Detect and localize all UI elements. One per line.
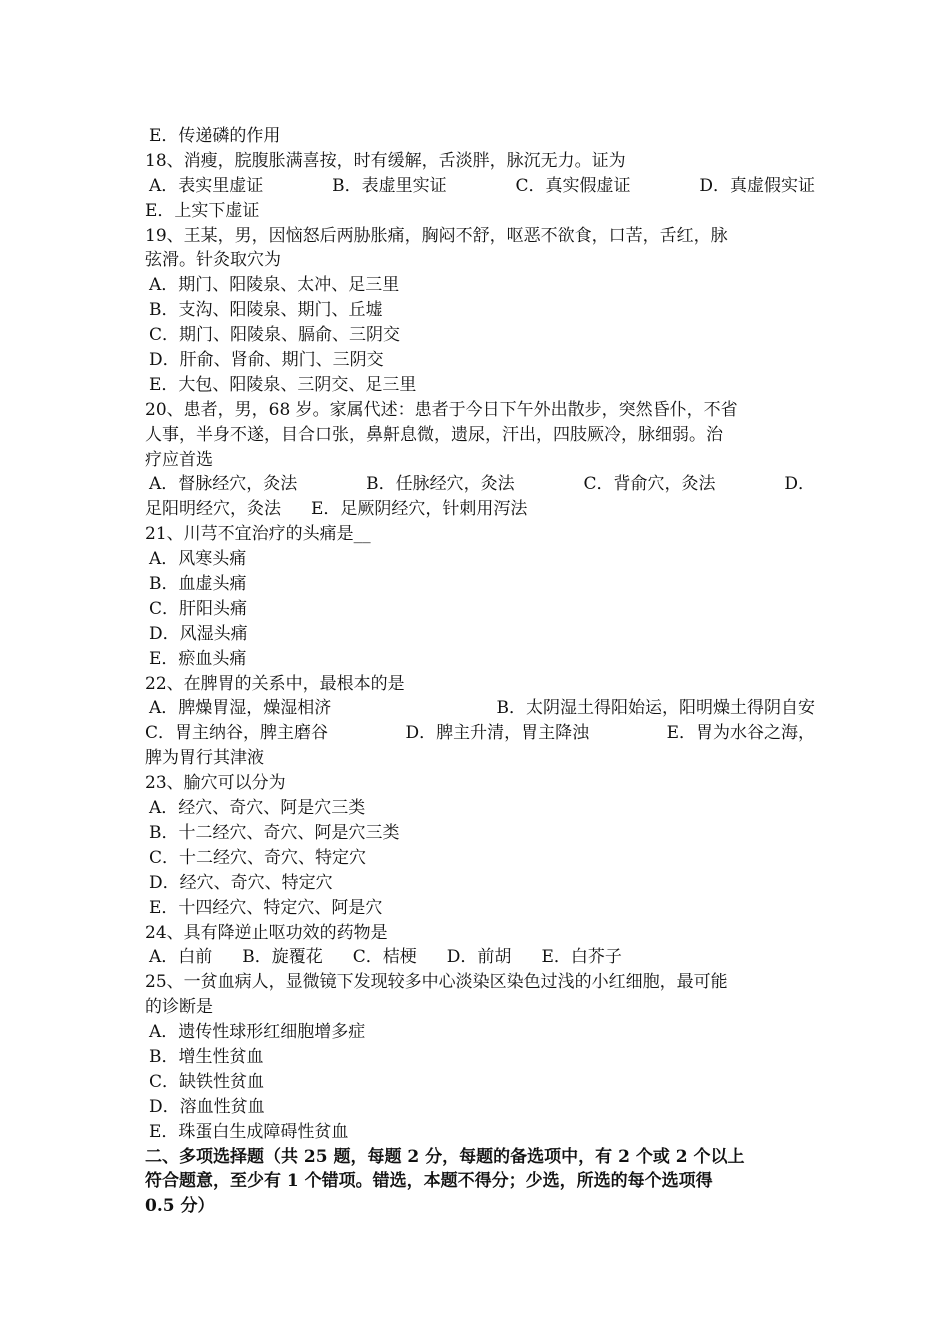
text-line: C．期门、阳陵泉、膈俞、三阴交 — [149, 325, 401, 346]
option-text: A．白前 — [149, 947, 213, 968]
option-text: B．太阴湿土得阳始运，阳明燥土得阴自安 — [496, 698, 815, 719]
text-line: 人事，半身不遂，目合口张，鼻鼾息微，遗尿，汗出，四肢厥冷，脉细弱。治 — [145, 424, 723, 445]
option-text: B．任脉经穴，灸法 — [366, 474, 515, 495]
text-line: 22、在脾胃的关系中，最根本的是 — [145, 673, 405, 694]
option-row — [145, 497, 815, 522]
text-line: A．风寒头痛 — [149, 549, 247, 570]
option-text: C．胃主纳谷，脾主磨谷 — [145, 723, 329, 744]
option-text: E．胃为水谷之海， — [666, 723, 815, 744]
text-line: 23、腧穴可以分为 — [145, 773, 286, 794]
option-text: A．督脉经穴，灸法 — [149, 474, 298, 495]
option-text: E．白芥子 — [541, 947, 622, 968]
text-line: 的诊断是 — [145, 997, 213, 1018]
option-row — [145, 472, 815, 497]
section-heading-line: 符合题意，至少有 1 个错项。错选，本题不得分；少选，所选的每个选项得 — [145, 1171, 713, 1192]
text-line: D．溶血性贫血 — [149, 1096, 265, 1117]
text-line: B．血虚头痛 — [149, 574, 247, 595]
text-line: E．珠蛋白生成障碍性贫血 — [149, 1121, 349, 1142]
text-line: 疗应首选 — [145, 449, 213, 470]
text-line: A．经穴、奇穴、阿是穴三类 — [149, 798, 366, 819]
text-line: 弦滑。针灸取穴为 — [145, 250, 281, 271]
option-text: C．真实假虚证 — [515, 175, 631, 196]
text-line: D．经穴、奇穴、特定穴 — [149, 872, 333, 893]
text-line: 20、患者，男，68 岁。家属代述：患者于今日下午外出散步，突然昏仆，不省 — [145, 399, 738, 420]
section-heading-line: 二、多项选择题（共 25 题，每题 2 分，每题的备选项中，有 2 个或 2 个以上 — [145, 1146, 745, 1167]
option-text: 足阳明经穴，灸法 — [145, 499, 281, 520]
text-line: D．肝俞、肾俞、期门、三阴交 — [149, 350, 384, 371]
option-text: D．真虚假实证 — [699, 175, 815, 196]
document-body — [145, 124, 815, 1219]
option-row — [145, 945, 815, 970]
option-row — [145, 721, 815, 746]
text-line: 21、川芎不宜治疗的头痛是__ — [145, 524, 371, 545]
option-text: D．前胡 — [446, 947, 512, 968]
text-line: 19、王某，男，因恼怒后两胁胀痛，胸闷不舒，呕恶不欲食，口苦，舌红，脉 — [145, 225, 728, 246]
text-line: C．缺铁性贫血 — [149, 1071, 265, 1092]
option-text: D．脾主升清，胃主降浊 — [405, 723, 590, 744]
section-heading-line: 0.5 分） — [145, 1196, 215, 1217]
text-line: 25、一贫血病人，显微镜下发现较多中心淡染区染色过浅的小红细胞，最可能 — [145, 972, 728, 993]
text-line: 24、具有降逆止呕功效的药物是 — [145, 922, 388, 943]
option-row — [145, 174, 815, 199]
text-line: E．瘀血头痛 — [149, 648, 247, 669]
option-row — [145, 696, 815, 721]
text-line: B．支沟、阳陵泉、期门、丘墟 — [149, 300, 383, 321]
text-line: E．大包、阳陵泉、三阴交、足三里 — [149, 374, 417, 395]
text-line: C．十二经穴、奇穴、特定穴 — [149, 847, 367, 868]
text-line: C．肝阳头痛 — [149, 598, 248, 619]
option-text: E．足厥阴经穴，针刺用泻法 — [311, 499, 528, 520]
option-text: C．桔梗 — [352, 947, 417, 968]
option-text: B．旋覆花 — [242, 947, 323, 968]
option-text: B．表虚里实证 — [332, 175, 447, 196]
option-text: C．背俞穴，灸法 — [583, 474, 716, 495]
option-text: D． — [784, 474, 815, 495]
text-line: E．传递磷的作用 — [149, 126, 281, 146]
option-text: A．表实里虚证 — [149, 175, 264, 196]
text-line: A．期门、阳陵泉、太冲、足三里 — [149, 275, 400, 296]
text-line: 18、消瘦，脘腹胀满喜按，时有缓解，舌淡胖，脉沉无力。证为 — [145, 150, 626, 171]
option-text: A．脾燥胃湿，燥湿相济 — [149, 698, 332, 719]
text-line: E．十四经穴、特定穴、阿是穴 — [149, 897, 383, 918]
text-line: D．风湿头痛 — [149, 623, 248, 644]
text-line: B．十二经穴、奇穴、阿是穴三类 — [149, 822, 400, 843]
text-line: E．上实下虚证 — [145, 200, 260, 221]
text-line: B．增生性贫血 — [149, 1046, 264, 1067]
text-line: A．遗传性球形红细胞增多症 — [149, 1022, 366, 1043]
text-line: 脾为胃行其津液 — [145, 748, 264, 769]
